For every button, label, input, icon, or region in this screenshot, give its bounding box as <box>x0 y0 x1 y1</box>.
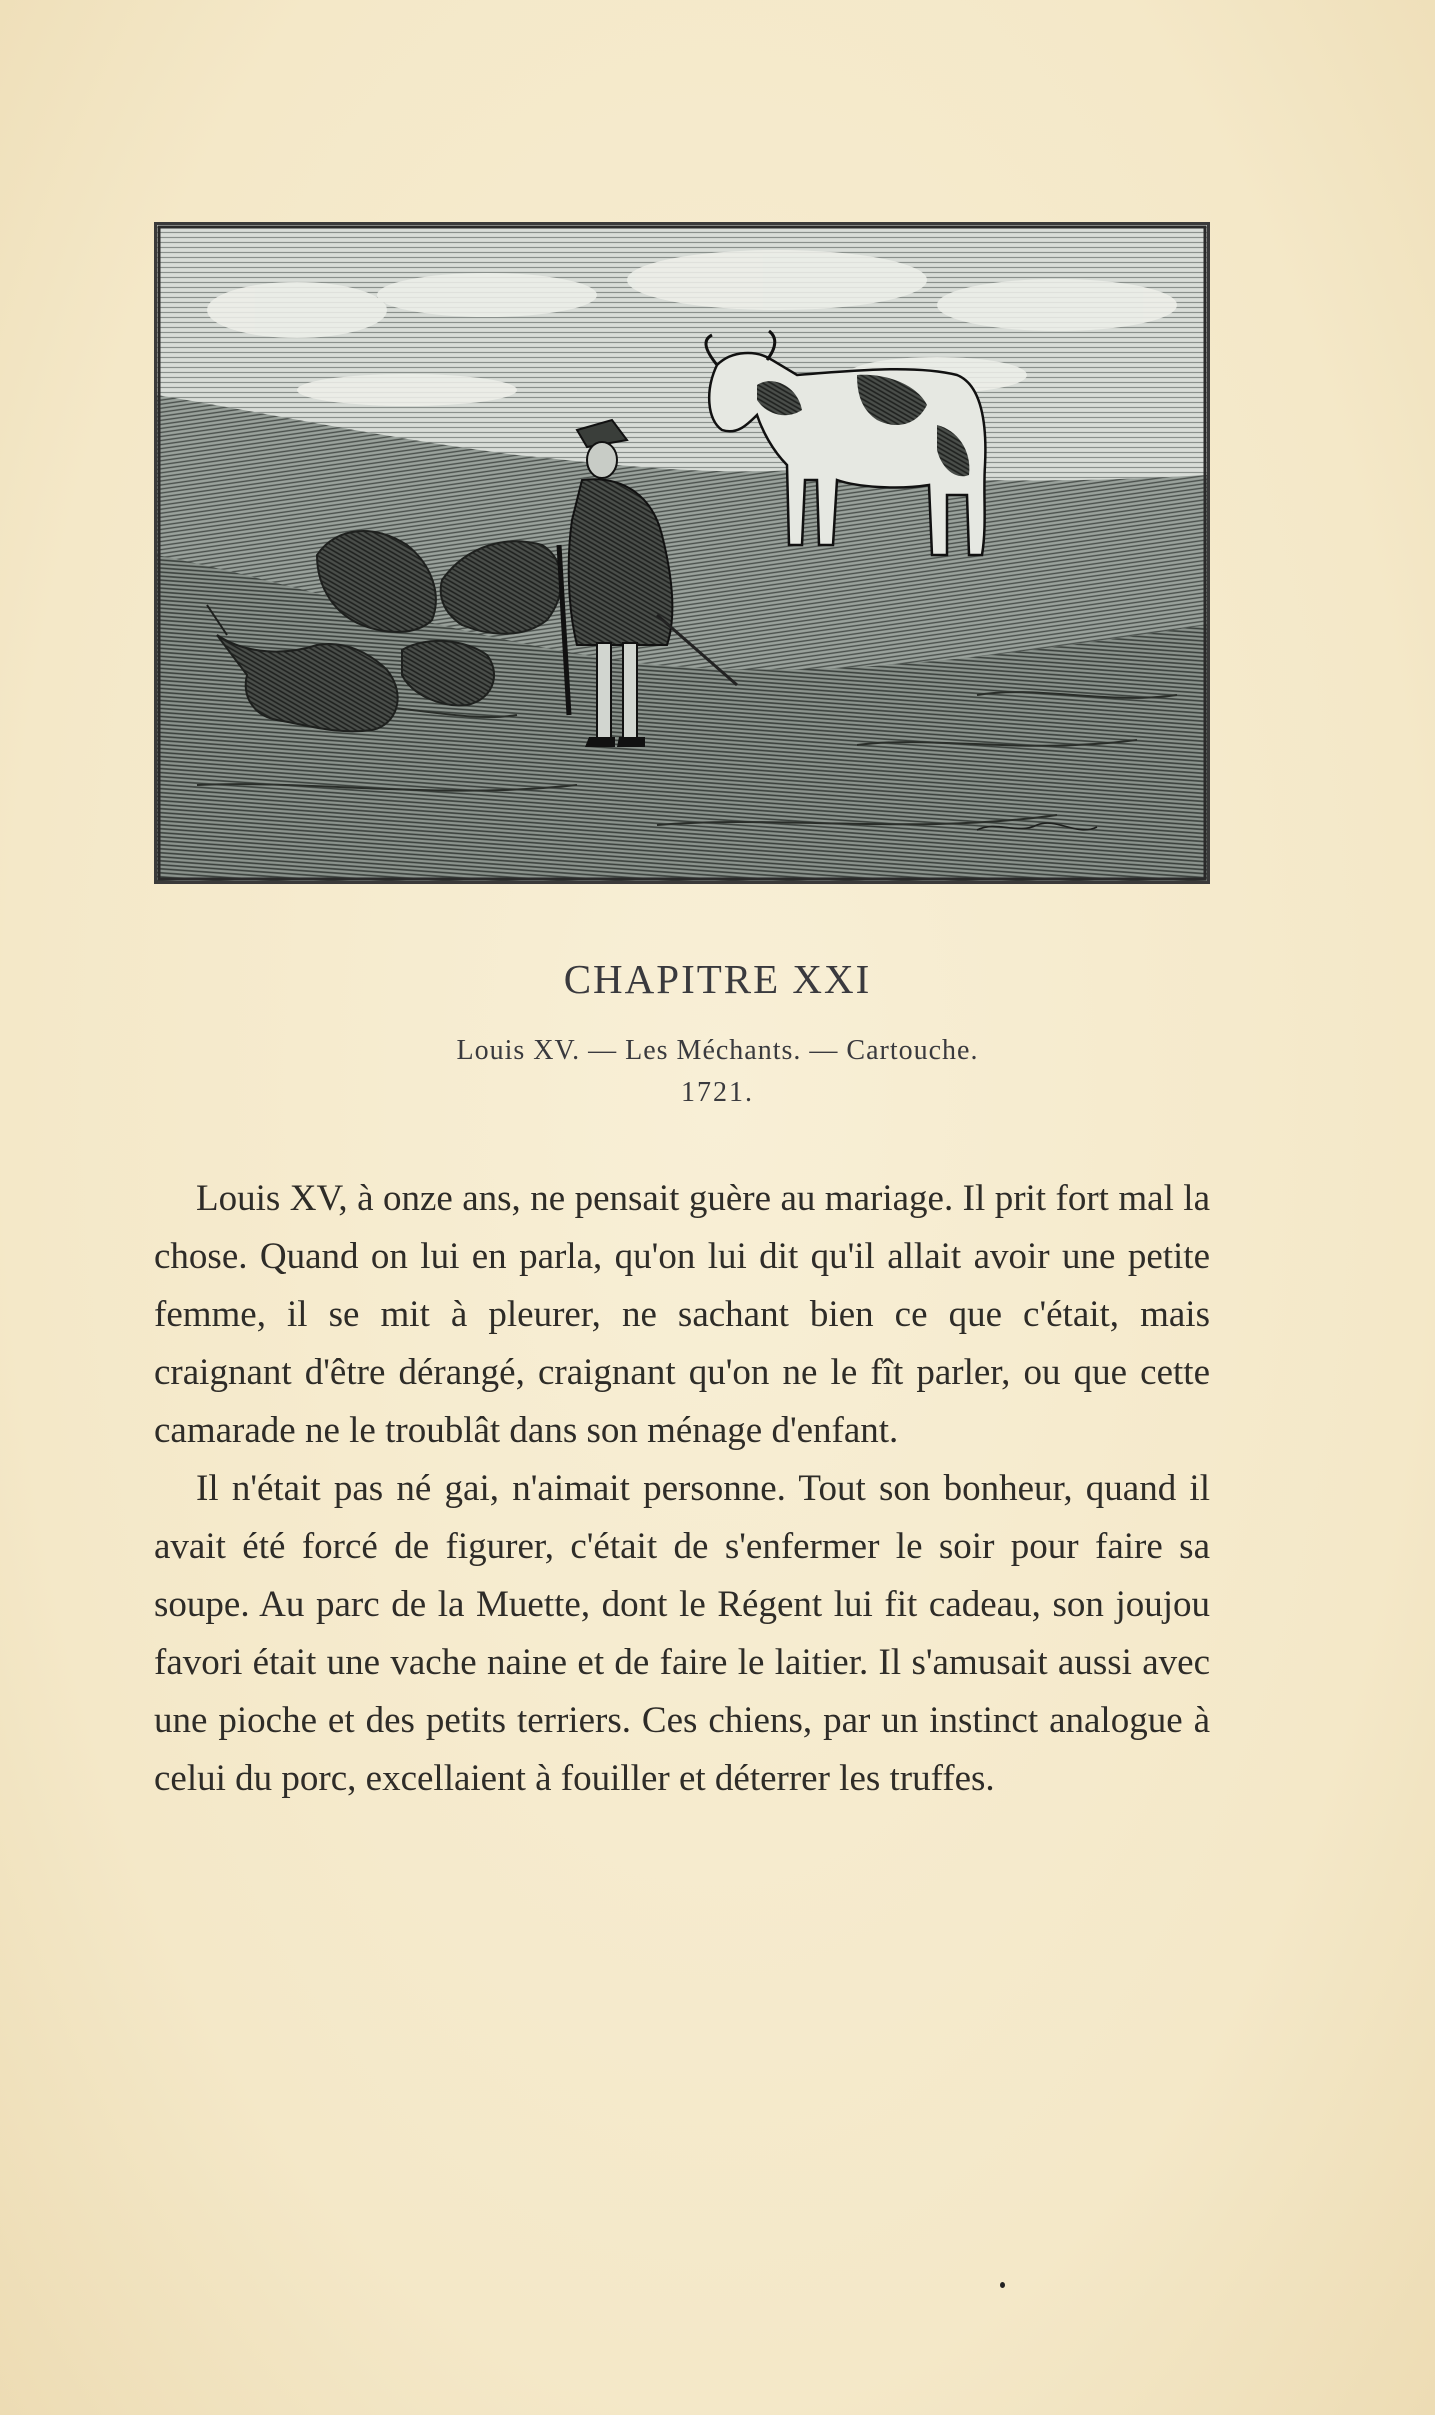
paragraph-2: Il n'était pas né gai, n'aimait personne. Tout son bonheur, quand il avait été forcé de figurer, c'était de s'enfermer le soir pour faire sa soupe. Au parc de la Muette, dont le Régent lui fit cadeau, son joujou favori était une vache naine et de faire le laitier. Il s'amusait aussi avec une pioche et des petits terriers. Ces chiens, par un instinct analogue à celui du porc, excellaient à fouiller et déterrer les truffes. <box>154 1468 1210 1799</box>
ink-speck <box>1000 2282 1005 2288</box>
paragraph-1: Louis XV, à onze ans, ne pensait guère au mariage. Il prit fort mal la chose. Quand on lui en parla, qu'on lui dit qu'il allait avoir une petite femme, il se mit à pleurer, ne sachant bien ce que c'était, mais craignant d'être dérangé, craignant qu'on ne le fît parler, ou que cette camarade ne le troublât dans son ménage d'enfant. <box>154 1178 1210 1451</box>
chapter-title: CHAPITRE XXI <box>563 956 872 1002</box>
chapter-subtitle: Louis XV. — Les Méchants. — Cartouche. <box>456 1035 979 1066</box>
engraving-svg <box>157 225 1207 881</box>
engraving-illustration <box>154 222 1210 884</box>
body-text <box>154 1170 1210 1808</box>
chapter-year: 1721. <box>681 1077 754 1108</box>
